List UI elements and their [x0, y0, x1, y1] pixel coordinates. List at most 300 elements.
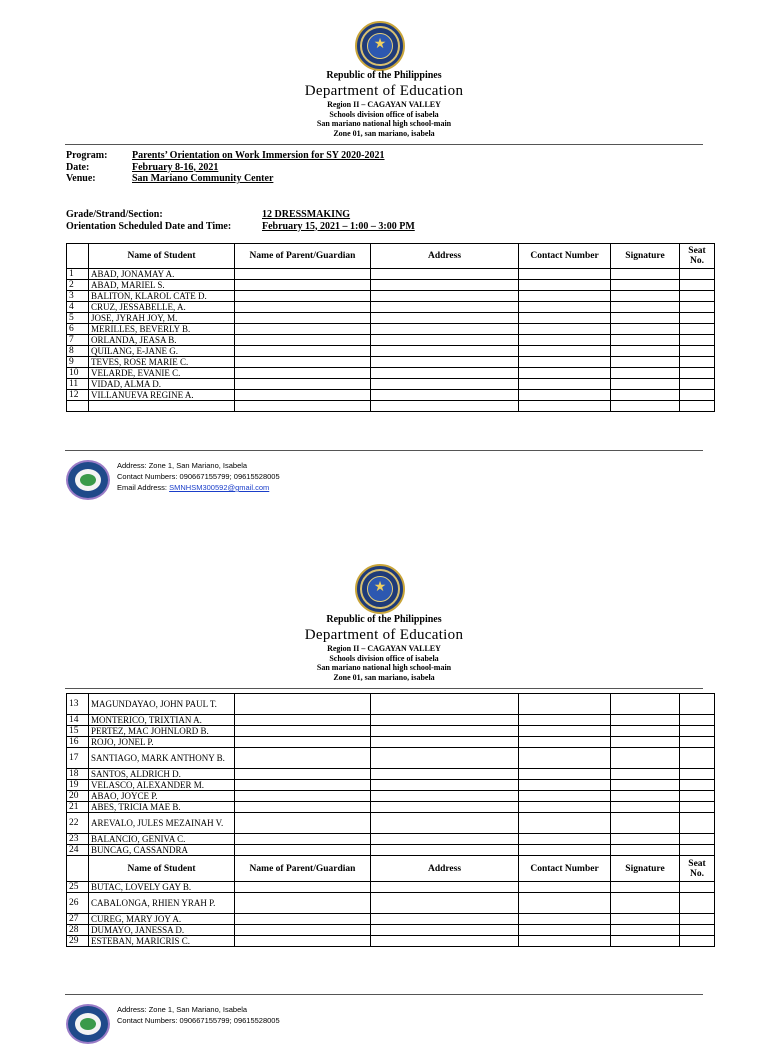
student-row — [67, 694, 715, 715]
row-number: 12 — [67, 390, 89, 401]
parent-name-cell[interactable] — [235, 368, 371, 379]
header-parent: Name of Parent/Guardian — [235, 244, 371, 269]
contact-cell[interactable] — [519, 769, 611, 780]
seat-cell[interactable] — [680, 694, 715, 715]
header-signature: Signature — [611, 244, 680, 269]
student-name: DUMAYO, JANESSA D. — [89, 925, 235, 936]
footer-contact-text — [117, 1004, 280, 1026]
student-row — [67, 291, 715, 302]
section-info — [66, 209, 415, 232]
header-address: Address — [371, 244, 519, 269]
parent-name-cell[interactable] — [235, 813, 371, 834]
parent-name-cell[interactable] — [235, 780, 371, 791]
address-cell[interactable] — [371, 401, 519, 412]
student-name: ABAD, JONAMAY A. — [89, 269, 235, 280]
student-row — [67, 715, 715, 726]
header-divider — [65, 144, 703, 145]
parent-name-cell[interactable] — [235, 845, 371, 856]
row-number: 23 — [67, 834, 89, 845]
footer-divider — [65, 450, 703, 451]
address-cell[interactable] — [371, 335, 519, 346]
parent-name-cell[interactable] — [235, 936, 371, 947]
student-row — [67, 346, 715, 357]
contact-cell[interactable] — [519, 802, 611, 813]
row-number: 3 — [67, 291, 89, 302]
parent-name-cell[interactable] — [235, 791, 371, 802]
row-number: 16 — [67, 737, 89, 748]
row-number: 17 — [67, 748, 89, 769]
school-text: San mariano national high school-main — [316, 119, 452, 128]
contact-cell[interactable] — [519, 269, 611, 280]
parent-name-cell[interactable] — [235, 914, 371, 925]
student-name: BUTAC, LOVELY GAY B. — [89, 882, 235, 893]
contact-cell[interactable] — [519, 346, 611, 357]
seat-cell[interactable] — [680, 269, 715, 280]
row-number: 8 — [67, 346, 89, 357]
contact-cell[interactable] — [519, 780, 611, 791]
signature-cell[interactable] — [611, 748, 680, 769]
email-link[interactable]: SMNHSM300592@gmail.com — [169, 483, 270, 492]
parent-name-cell[interactable] — [235, 313, 371, 324]
signature-cell[interactable] — [611, 302, 680, 313]
signature-cell[interactable] — [611, 882, 680, 893]
header-address: Address — [371, 856, 519, 882]
address-cell[interactable] — [371, 313, 519, 324]
footer-email-label: Email Address: — [117, 483, 168, 492]
student-row — [67, 834, 715, 845]
signature-cell[interactable] — [611, 379, 680, 390]
parent-name-cell[interactable] — [235, 357, 371, 368]
parent-name-cell[interactable] — [235, 893, 371, 914]
contact-cell[interactable] — [519, 715, 611, 726]
school-seal-icon — [66, 1004, 110, 1044]
student-row — [67, 914, 715, 925]
student-row — [67, 324, 715, 335]
footer-contact-label: Contact Numbers: — [117, 472, 178, 481]
row-number: 22 — [67, 813, 89, 834]
address-cell[interactable] — [371, 726, 519, 737]
seat-cell[interactable] — [680, 346, 715, 357]
contact-cell[interactable] — [519, 390, 611, 401]
student-name: VIDAD, ALMA D. — [89, 379, 235, 390]
signature-cell[interactable] — [611, 280, 680, 291]
student-row — [67, 335, 715, 346]
student-name: TEVES, ROSE MARIE C. — [89, 357, 235, 368]
address-cell[interactable] — [371, 834, 519, 845]
contact-cell[interactable] — [519, 379, 611, 390]
student-row — [67, 780, 715, 791]
schedule-value: February 15, 2021 – 1:00 – 3:00 PM — [262, 220, 415, 232]
contact-cell[interactable] — [519, 302, 611, 313]
signature-cell[interactable] — [611, 390, 680, 401]
table-header-row — [67, 856, 715, 882]
student-row — [67, 390, 715, 401]
student-name: BALANCIO, GENIVA C. — [89, 834, 235, 845]
address-cell[interactable] — [371, 390, 519, 401]
signature-cell[interactable] — [611, 737, 680, 748]
header-contact: Contact Number — [519, 244, 611, 269]
parent-name-cell[interactable] — [235, 291, 371, 302]
venue-label: Venue: — [66, 173, 96, 184]
seat-cell[interactable] — [680, 914, 715, 925]
parent-name-cell[interactable] — [235, 882, 371, 893]
signature-cell[interactable] — [611, 780, 680, 791]
student-row — [67, 280, 715, 291]
parent-name-cell[interactable] — [235, 834, 371, 845]
student-name: QUILANG, E-JANE G. — [89, 346, 235, 357]
signature-cell[interactable] — [611, 368, 680, 379]
student-row — [67, 401, 715, 412]
seat-cell[interactable] — [680, 368, 715, 379]
department-title: Department of Education — [304, 627, 464, 643]
seat-cell[interactable] — [680, 390, 715, 401]
header-divider — [65, 688, 703, 689]
signature-cell[interactable] — [611, 313, 680, 324]
seat-cell[interactable] — [680, 748, 715, 769]
signature-cell[interactable] — [611, 813, 680, 834]
header-contact: Contact Number — [519, 856, 611, 882]
signature-cell[interactable] — [611, 802, 680, 813]
contact-cell[interactable] — [519, 813, 611, 834]
republic-text: Republic of the Philippines — [326, 614, 442, 625]
contact-cell[interactable] — [519, 791, 611, 802]
signature-cell[interactable] — [611, 936, 680, 947]
parent-name-cell[interactable] — [235, 335, 371, 346]
seat-cell[interactable] — [680, 726, 715, 737]
row-number: 25 — [67, 882, 89, 893]
contact-cell[interactable] — [519, 313, 611, 324]
row-number: 18 — [67, 769, 89, 780]
row-number — [67, 401, 89, 412]
signature-cell[interactable] — [611, 845, 680, 856]
seat-cell[interactable] — [680, 882, 715, 893]
parent-name-cell[interactable] — [235, 346, 371, 357]
footer-contact: 090667155799; 09615528005 — [179, 472, 280, 481]
contact-cell[interactable] — [519, 834, 611, 845]
parent-name-cell[interactable] — [235, 715, 371, 726]
table-header-row — [67, 244, 715, 269]
address-cell[interactable] — [371, 357, 519, 368]
seat-cell[interactable] — [680, 925, 715, 936]
student-name: VELARDE, EVANIE C. — [89, 368, 235, 379]
signature-cell[interactable] — [611, 715, 680, 726]
seat-cell[interactable] — [680, 715, 715, 726]
address-cell[interactable] — [371, 769, 519, 780]
row-number: 11 — [67, 379, 89, 390]
program-info — [66, 150, 385, 185]
seat-cell[interactable] — [680, 834, 715, 845]
student-row — [67, 769, 715, 780]
student-row — [67, 313, 715, 324]
parent-name-cell[interactable] — [235, 726, 371, 737]
student-row — [67, 813, 715, 834]
row-number: 4 — [67, 302, 89, 313]
letterhead — [0, 614, 768, 682]
student-row — [67, 737, 715, 748]
contact-cell[interactable] — [519, 280, 611, 291]
row-number: 10 — [67, 368, 89, 379]
student-row — [67, 269, 715, 280]
student-row — [67, 748, 715, 769]
address-cell[interactable] — [371, 925, 519, 936]
header-num-cell — [67, 856, 89, 882]
parent-name-cell[interactable] — [235, 280, 371, 291]
seat-cell[interactable] — [680, 357, 715, 368]
school-seal-icon — [66, 460, 110, 500]
student-row — [67, 302, 715, 313]
signature-cell[interactable] — [611, 346, 680, 357]
zone-text: Zone 01, san mariano, isabela — [333, 128, 435, 138]
parent-name-cell[interactable] — [235, 694, 371, 715]
student-row — [67, 357, 715, 368]
letterhead — [0, 70, 768, 138]
student-name: ROJO, JONEL P. — [89, 737, 235, 748]
row-number: 5 — [67, 313, 89, 324]
address-cell[interactable] — [371, 715, 519, 726]
footer-address-label: Address: — [117, 1005, 147, 1014]
student-name: MONTERICO, TRIXTIAN A. — [89, 715, 235, 726]
address-cell[interactable] — [371, 694, 519, 715]
schedule-label: Orientation Scheduled Date and Time: — [66, 220, 232, 232]
region-text: Region II – CAGAYAN VALLEY — [327, 644, 441, 653]
address-cell[interactable] — [371, 914, 519, 925]
contact-cell[interactable] — [519, 324, 611, 335]
contact-cell[interactable] — [519, 401, 611, 412]
footer-contact-label: Contact Numbers: — [117, 1016, 178, 1025]
student-name: ORLANDA, JEASA B. — [89, 335, 235, 346]
date-label: Date: — [66, 161, 90, 173]
address-cell[interactable] — [371, 882, 519, 893]
row-number: 29 — [67, 936, 89, 947]
signature-cell[interactable] — [611, 357, 680, 368]
contact-cell[interactable] — [519, 737, 611, 748]
signature-cell[interactable] — [611, 401, 680, 412]
address-cell[interactable] — [371, 936, 519, 947]
student-row — [67, 882, 715, 893]
contact-cell[interactable] — [519, 726, 611, 737]
parent-name-cell[interactable] — [235, 401, 371, 412]
address-cell[interactable] — [371, 368, 519, 379]
address-cell[interactable] — [371, 379, 519, 390]
attendance-table-page1 — [66, 243, 715, 412]
address-cell[interactable] — [371, 737, 519, 748]
parent-name-cell[interactable] — [235, 302, 371, 313]
signature-cell[interactable] — [611, 791, 680, 802]
division-text: Schools division office of isabela — [329, 653, 439, 663]
attendance-table-page2 — [66, 693, 715, 947]
student-name — [89, 401, 235, 412]
signature-cell[interactable] — [611, 291, 680, 302]
contact-cell[interactable] — [519, 357, 611, 368]
footer-address: Zone 1, San Mariano, Isabela — [148, 461, 248, 470]
row-number: 15 — [67, 726, 89, 737]
student-row — [67, 791, 715, 802]
seat-cell[interactable] — [680, 737, 715, 748]
program-label: Program: — [66, 150, 108, 161]
seat-cell[interactable] — [680, 802, 715, 813]
address-cell[interactable] — [371, 346, 519, 357]
header-name: Name of Student — [89, 856, 235, 882]
seat-cell[interactable] — [680, 845, 715, 856]
address-cell[interactable] — [371, 324, 519, 335]
seat-cell[interactable] — [680, 769, 715, 780]
parent-name-cell[interactable] — [235, 269, 371, 280]
deped-seal-icon: ★ — [355, 21, 405, 71]
zone-text: Zone 01, san mariano, isabela — [333, 672, 435, 682]
row-number: 26 — [67, 893, 89, 914]
student-name: ESTEBAN, MARICRIS C. — [89, 936, 235, 947]
parent-name-cell[interactable] — [235, 769, 371, 780]
student-row — [67, 925, 715, 936]
student-row — [67, 802, 715, 813]
parent-name-cell[interactable] — [235, 390, 371, 401]
address-cell[interactable] — [371, 893, 519, 914]
seat-cell[interactable] — [680, 324, 715, 335]
contact-cell[interactable] — [519, 694, 611, 715]
row-number: 21 — [67, 802, 89, 813]
seat-cell[interactable] — [680, 893, 715, 914]
row-number: 14 — [67, 715, 89, 726]
grade-value: 12 DRESSMAKING — [262, 209, 351, 220]
seat-cell[interactable] — [680, 780, 715, 791]
student-name: MAGUNDAYAO, JOHN PAUL T. — [89, 694, 235, 715]
contact-cell[interactable] — [519, 748, 611, 769]
row-number: 24 — [67, 845, 89, 856]
seat-cell[interactable] — [680, 335, 715, 346]
parent-name-cell[interactable] — [235, 737, 371, 748]
parent-name-cell[interactable] — [235, 379, 371, 390]
seat-cell[interactable] — [680, 291, 715, 302]
address-cell[interactable] — [371, 845, 519, 856]
address-cell[interactable] — [371, 302, 519, 313]
student-name: SANTIAGO, MARK ANTHONY B. — [89, 748, 235, 769]
department-title: Department of Education — [304, 83, 464, 99]
signature-cell[interactable] — [611, 925, 680, 936]
seat-cell[interactable] — [680, 401, 715, 412]
address-cell[interactable] — [371, 791, 519, 802]
seat-cell[interactable] — [680, 280, 715, 291]
footer-contact-text — [117, 460, 280, 493]
contact-cell[interactable] — [519, 925, 611, 936]
student-name: ABAO, JOYCE P. — [89, 791, 235, 802]
student-row — [67, 893, 715, 914]
signature-cell[interactable] — [611, 893, 680, 914]
contact-cell[interactable] — [519, 845, 611, 856]
seat-cell[interactable] — [680, 813, 715, 834]
contact-cell[interactable] — [519, 291, 611, 302]
contact-cell[interactable] — [519, 914, 611, 925]
student-name: ABES, TRICIA MAE B. — [89, 802, 235, 813]
contact-cell[interactable] — [519, 368, 611, 379]
seat-cell[interactable] — [680, 791, 715, 802]
grade-label: Grade/Strand/Section: — [66, 209, 163, 220]
address-cell[interactable] — [371, 748, 519, 769]
row-number: 9 — [67, 357, 89, 368]
footer-address: Zone 1, San Mariano, Isabela — [148, 1005, 248, 1014]
signature-cell[interactable] — [611, 324, 680, 335]
address-cell[interactable] — [371, 269, 519, 280]
signature-cell[interactable] — [611, 726, 680, 737]
student-name: CUREG, MARY JOY A. — [89, 914, 235, 925]
signature-cell[interactable] — [611, 834, 680, 845]
parent-name-cell[interactable] — [235, 802, 371, 813]
row-number: 2 — [67, 280, 89, 291]
row-number: 6 — [67, 324, 89, 335]
division-text: Schools division office of isabela — [329, 109, 439, 119]
region-text: Region II – CAGAYAN VALLEY — [327, 100, 441, 109]
row-number: 28 — [67, 925, 89, 936]
row-number: 27 — [67, 914, 89, 925]
header-name: Name of Student — [89, 244, 235, 269]
seat-cell[interactable] — [680, 379, 715, 390]
parent-name-cell[interactable] — [235, 925, 371, 936]
row-number: 1 — [67, 269, 89, 280]
signature-cell[interactable] — [611, 335, 680, 346]
student-name: CABALONGA, RHIEN YRAH P. — [89, 893, 235, 914]
footer-contact: 090667155799; 09615528005 — [179, 1016, 280, 1025]
signature-cell[interactable] — [611, 269, 680, 280]
header-num-cell — [67, 244, 89, 269]
row-number: 7 — [67, 335, 89, 346]
deped-seal-icon: ★ — [355, 564, 405, 614]
program-value: Parents’ Orientation on Work Immersion for SY 2020-2021 — [132, 150, 385, 161]
student-name: ABAD, MARIEL S. — [89, 280, 235, 291]
parent-name-cell[interactable] — [235, 748, 371, 769]
signature-cell[interactable] — [611, 694, 680, 715]
address-cell[interactable] — [371, 813, 519, 834]
contact-cell[interactable] — [519, 936, 611, 947]
venue-value: San Mariano Community Center — [132, 173, 274, 184]
contact-cell[interactable] — [519, 882, 611, 893]
parent-name-cell[interactable] — [235, 324, 371, 335]
student-name: BALITON, KLAROL CATE D. — [89, 291, 235, 302]
address-cell[interactable] — [371, 802, 519, 813]
address-cell[interactable] — [371, 780, 519, 791]
row-number: 19 — [67, 780, 89, 791]
contact-cell[interactable] — [519, 893, 611, 914]
contact-cell[interactable] — [519, 335, 611, 346]
seat-cell[interactable] — [680, 302, 715, 313]
row-number: 13 — [67, 694, 89, 715]
header-parent: Name of Parent/Guardian — [235, 856, 371, 882]
republic-text: Republic of the Philippines — [326, 70, 442, 81]
student-name: AREVALO, JULES MEZAINAH V. — [89, 813, 235, 834]
student-name: MERILLES, BEVERLY B. — [89, 324, 235, 335]
signature-cell[interactable] — [611, 914, 680, 925]
footer-divider — [65, 994, 703, 995]
address-cell[interactable] — [371, 280, 519, 291]
seat-cell[interactable] — [680, 313, 715, 324]
student-name: JOSE, JYRAH JOY, M. — [89, 313, 235, 324]
signature-cell[interactable] — [611, 769, 680, 780]
school-text: San mariano national high school-main — [316, 663, 452, 672]
student-row — [67, 845, 715, 856]
student-name: BUNCAG, CASSANDRA — [89, 845, 235, 856]
student-row — [67, 726, 715, 737]
student-row — [67, 379, 715, 390]
address-cell[interactable] — [371, 291, 519, 302]
student-name: VELASCO, ALEXANDER M. — [89, 780, 235, 791]
student-name: SANTOS, ALDRICH D. — [89, 769, 235, 780]
student-name: PERTEZ, MAC JOHNLORD B. — [89, 726, 235, 737]
footer-address-label: Address: — [117, 461, 147, 470]
header-seat: Seat No. — [680, 244, 715, 269]
student-name: VILLANUEVA REGINE A. — [89, 390, 235, 401]
seat-cell[interactable] — [680, 936, 715, 947]
row-number: 20 — [67, 791, 89, 802]
header-signature: Signature — [611, 856, 680, 882]
student-row — [67, 368, 715, 379]
